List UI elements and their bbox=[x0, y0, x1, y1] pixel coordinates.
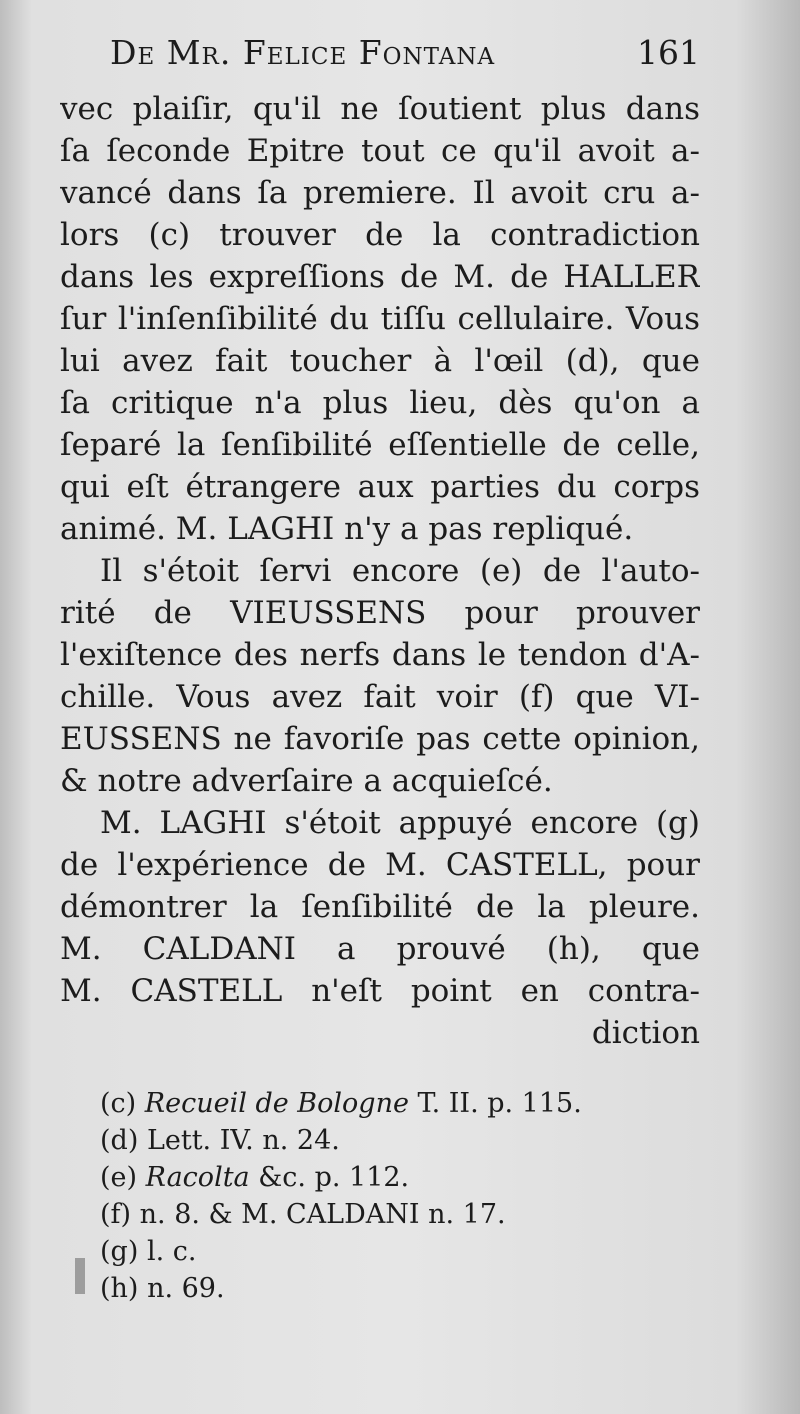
text-line: M. LAGHI s'étoit appuyé encore (g) bbox=[100, 805, 700, 841]
running-head: De Mr. Felice Fontana bbox=[110, 33, 496, 72]
footnote-text: n. 8. & M. CALDANI n. 17. bbox=[139, 1199, 506, 1230]
text-line: ſur l'inſenſibilité du tiſſu cellulaire. Vous bbox=[60, 301, 700, 337]
footnote-mark: (c) bbox=[100, 1088, 137, 1119]
footnote-title: Recueil de Bologne bbox=[144, 1088, 409, 1119]
footnote-text: &c. p. 112. bbox=[258, 1162, 410, 1193]
footnote bbox=[100, 1196, 720, 1233]
page-number: 161 bbox=[637, 33, 700, 72]
text-line: chille. Vous avez fait voir (f) que VI- bbox=[60, 679, 700, 715]
footnote bbox=[100, 1270, 720, 1307]
text-line: l'exiſtence des nerfs dans le tendon d'A- bbox=[60, 637, 700, 673]
text-line: EUSSENS ne favoriſe pas cette opinion, bbox=[60, 721, 700, 757]
text-line: M. CASTELL n'eſt point en contra- bbox=[60, 973, 700, 1009]
text-line: lors (c) trouver de la contradiction bbox=[60, 217, 700, 253]
text-line: de l'expérience de M. CASTELL, pour bbox=[60, 847, 700, 883]
footnote-mark: (f) bbox=[100, 1199, 132, 1230]
text-line: démontrer la ſenſibilité de la pleure. bbox=[60, 889, 700, 925]
text-line: animé. M. LAGHI n'y a pas repliqué. bbox=[60, 511, 634, 547]
footnote bbox=[100, 1122, 720, 1159]
body-text bbox=[60, 88, 700, 1054]
footnote bbox=[100, 1159, 720, 1196]
footnote-text: T. II. p. 115. bbox=[417, 1088, 582, 1119]
catchword: diction bbox=[591, 1015, 700, 1051]
footnote-title: Racolta bbox=[145, 1162, 250, 1193]
text-line: & notre adverſaire a acquieſcé. bbox=[60, 763, 553, 799]
footnote-text: l. c. bbox=[146, 1236, 197, 1267]
text-line: dans les expreſſions de M. de HALLER bbox=[60, 259, 700, 295]
text-line: ſeparé la ſenſibilité eſſentielle de celle, bbox=[60, 427, 700, 463]
footnote-mark: (h) bbox=[100, 1273, 139, 1304]
ink-smudge bbox=[75, 1258, 85, 1294]
footnotes bbox=[100, 1085, 720, 1307]
text-line: vec plaiſir, qu'il ne ſoutient plus dans bbox=[60, 91, 700, 127]
text-line: ſa critique n'a plus lieu, dès qu'on a bbox=[60, 385, 700, 421]
footnote-mark: (d) bbox=[100, 1125, 139, 1156]
footnote-text: Lett. IV. n. 24. bbox=[146, 1125, 340, 1156]
text-line: M. CALDANI a prouvé (h), que bbox=[60, 931, 700, 967]
footnote-mark: (g) bbox=[100, 1236, 139, 1267]
text-line: Il s'étoit ſervi encore (e) de l'auto- bbox=[100, 553, 700, 589]
footnote bbox=[100, 1233, 720, 1270]
page-header bbox=[110, 28, 700, 78]
text-line: lui avez fait toucher à l'œil (d), que bbox=[60, 343, 700, 379]
footnote-mark: (e) bbox=[100, 1162, 138, 1193]
footnote bbox=[100, 1085, 720, 1122]
text-line: ſa ſeconde Epitre tout ce qu'il avoit a- bbox=[60, 133, 700, 169]
footnote-text: n. 69. bbox=[147, 1273, 225, 1304]
text-line: rité de VIEUSSENS pour prouver bbox=[60, 595, 700, 631]
text-line: vancé dans ſa premiere. Il avoit cru a- bbox=[60, 175, 700, 211]
text-line: qui eſt étrangere aux parties du corps bbox=[60, 469, 700, 505]
